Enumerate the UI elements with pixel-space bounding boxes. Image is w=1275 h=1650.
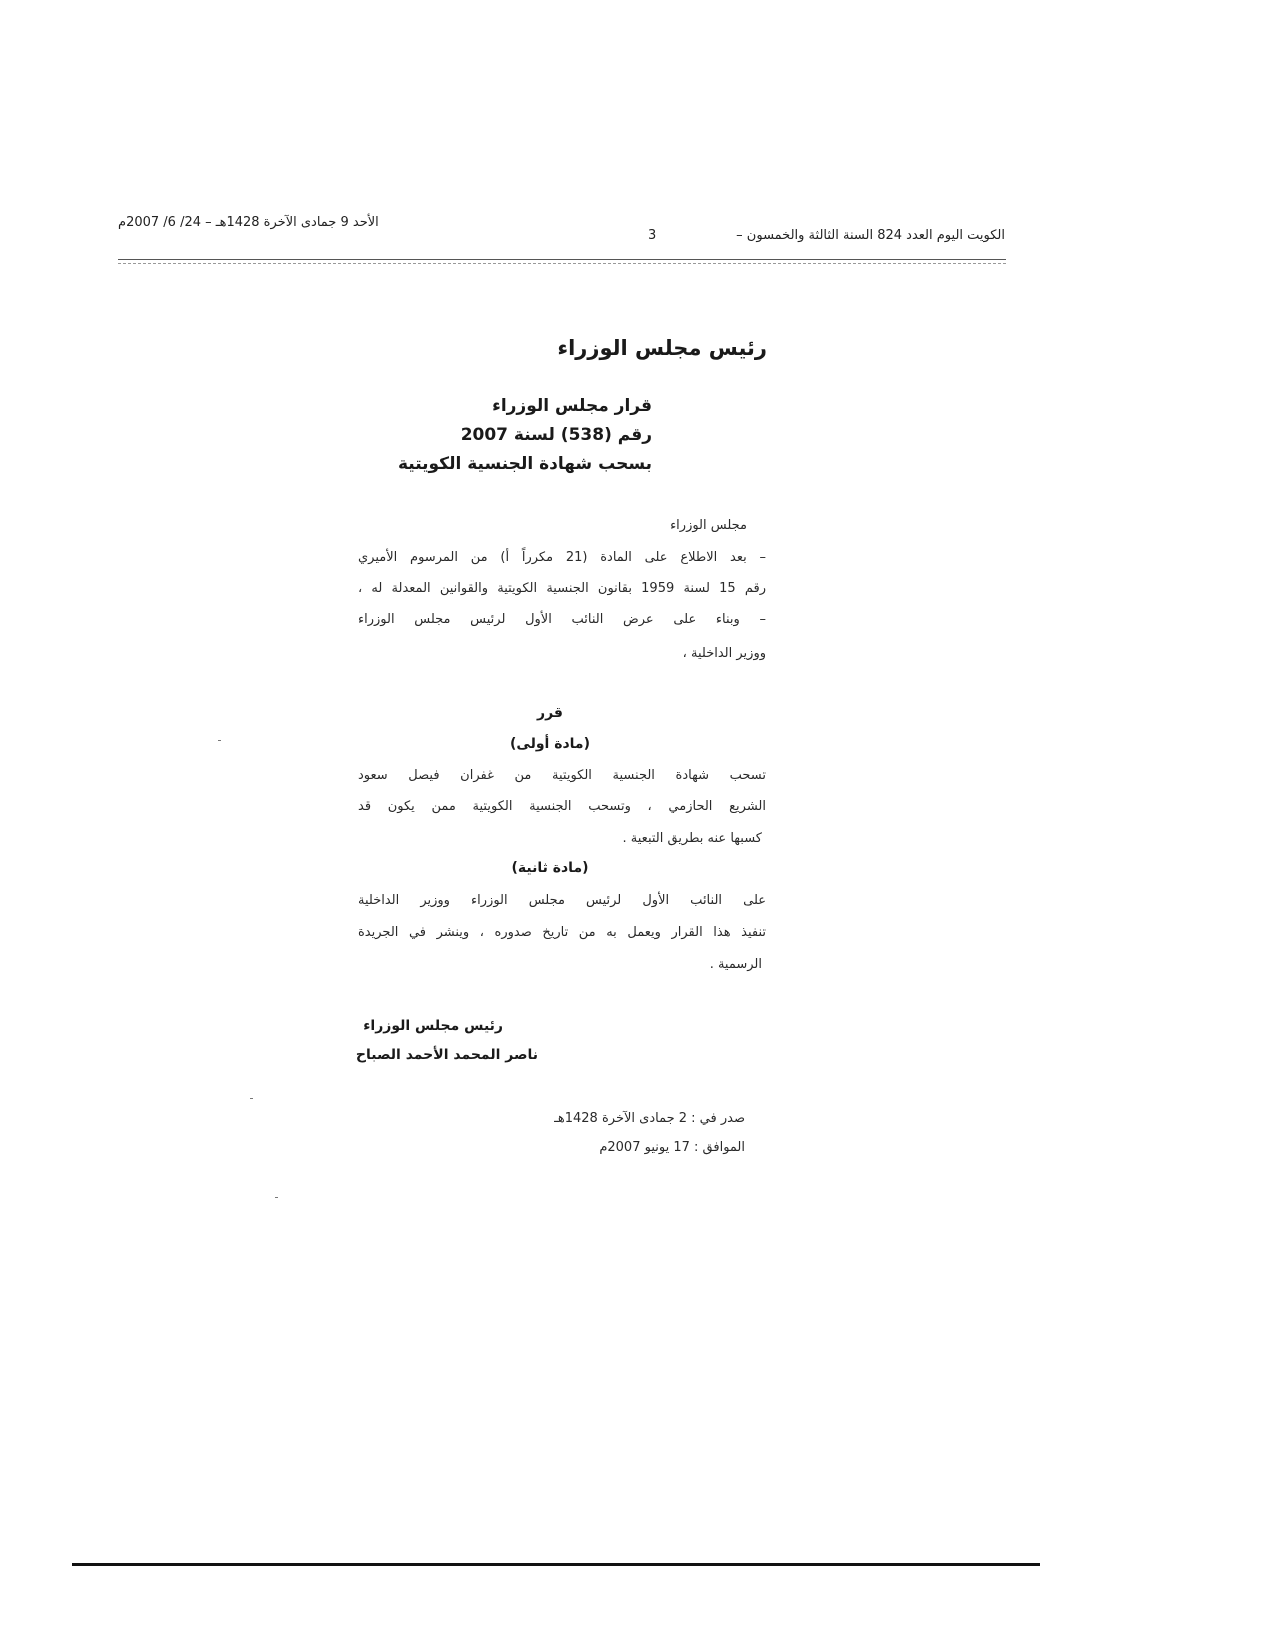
article2-heading: (مادة ثانية) <box>511 860 589 876</box>
scan-speck <box>250 1098 253 1099</box>
header-date: الأحد 9 جمادى الآخرة 1428هـ – 24/ 6/ 2007م <box>118 215 379 230</box>
scan-speck <box>275 1197 278 1198</box>
header-gazette-info: الكويت اليوم العدد 824 السنة الثالثة والخمسون – <box>736 228 1005 243</box>
article2-line1: على النائب الأول لرئيس مجلس الوزراء ووزير الداخلية <box>358 893 766 908</box>
article1-line2: الشريع الحازمي ، وتسحب الجنسية الكويتية ممن يكون قد <box>358 799 766 814</box>
footer-rule <box>72 1563 1040 1566</box>
header-rule <box>118 259 1006 260</box>
preamble-line1: – بعد الاطلاع على المادة (21 مكرراً أ) من المرسوم الأميري <box>358 550 766 565</box>
article2-line3: الرسمية . <box>709 957 762 972</box>
article1-line1: تسحب شهادة الجنسية الكويتية من غفران فيصل سعود <box>358 768 766 783</box>
preamble-intro: مجلس الوزراء <box>670 518 747 533</box>
preamble-line3: – وبناء على عرض النائب الأول لرئيس مجلس الوزراء <box>358 612 766 627</box>
decision-number: رقم (538) لسنة 2007 <box>460 425 652 445</box>
article2-line2: تنفيذ هذا القرار ويعمل به من تاريخ صدوره ، وينشر في الجريدة <box>358 925 766 940</box>
article1-line3: كسبها عنه بطريق التبعية . <box>622 831 762 846</box>
article1-heading: (مادة أولى) <box>510 736 590 752</box>
issued-hijri: صدر في : 2 جمادى الآخرة 1428هـ <box>554 1111 745 1126</box>
authority-heading: رئيس مجلس الوزراء <box>557 336 767 360</box>
preamble-line4: ووزير الداخلية ، <box>682 646 766 661</box>
header-rule-secondary <box>118 263 1006 264</box>
signature-title: رئيس مجلس الوزراء <box>363 1018 503 1034</box>
preamble-line2: رقم 15 لسنة 1959 بقانون الجنسية الكويتية والقوانين المعدلة له ، <box>358 581 766 596</box>
signature-name: ناصر المحمد الأحمد الصباح <box>355 1047 538 1063</box>
header-page-number: 3 <box>648 228 657 243</box>
scan-speck <box>218 740 221 741</box>
decision-subject: بسحب شهادة الجنسية الكويتية <box>397 454 652 474</box>
decision-title-line1: قرار مجلس الوزراء <box>492 396 652 416</box>
decided-heading: قرر <box>537 705 563 721</box>
issued-gregorian: الموافق : 17 يونيو 2007م <box>599 1140 745 1155</box>
